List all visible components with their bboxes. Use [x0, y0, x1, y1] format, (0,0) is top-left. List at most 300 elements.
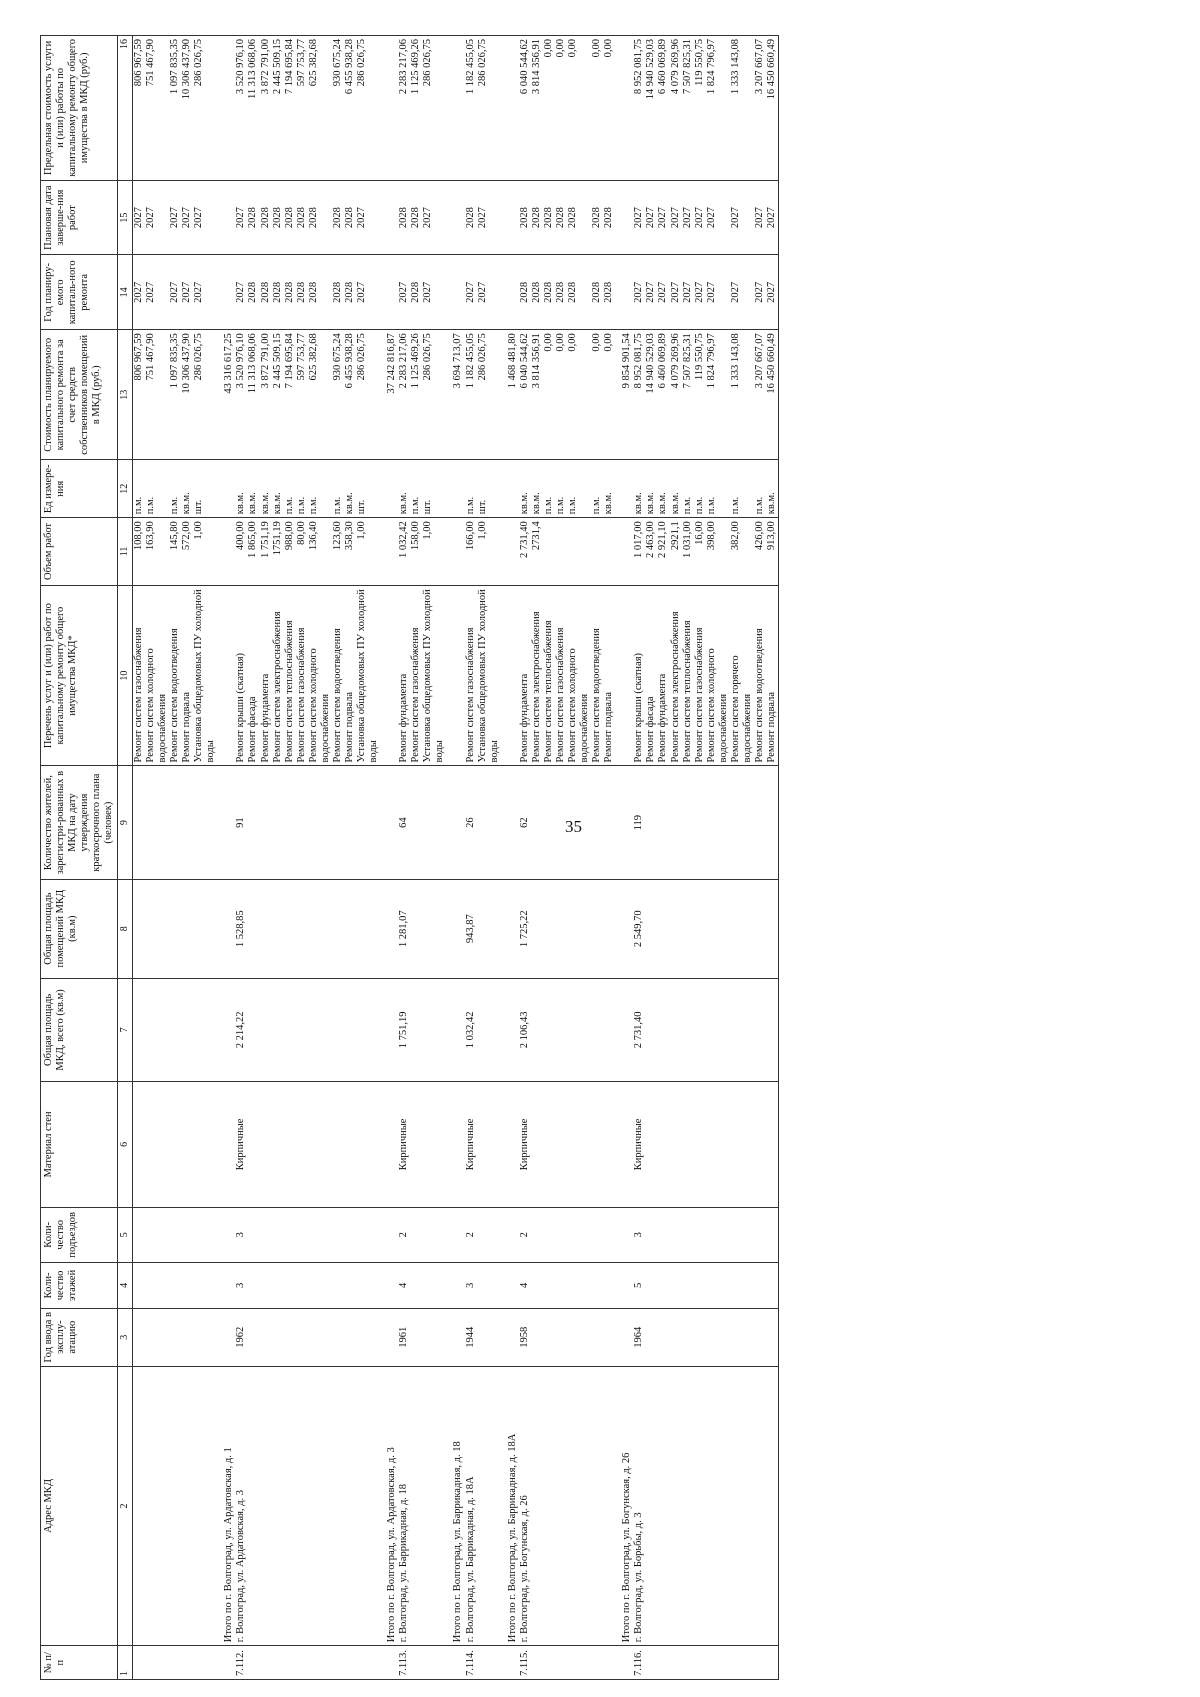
table-cell [422, 1646, 446, 1680]
work-row [645, 36, 657, 1680]
work-row [169, 36, 181, 1680]
table-cell [169, 1207, 181, 1262]
work-row [145, 36, 169, 1680]
table-cell [169, 1263, 181, 1309]
table-cell [247, 766, 259, 879]
table-cell: г. Волгоград, ул. Баррикадная, д. 18 [398, 1366, 410, 1646]
table-cell: 6 040 544,62 [519, 330, 531, 460]
table-cell: 4 [519, 1263, 531, 1309]
table-cell [380, 978, 398, 1082]
table-cell [603, 879, 615, 978]
table-cell: Ремонт систем газоснабжения [465, 585, 477, 766]
table-cell [591, 1207, 603, 1262]
table-cell: 625 382,68 [308, 330, 332, 460]
table-cell [766, 766, 779, 879]
table-cell: г. Волгоград, ул. Борьбы, д. 3 [633, 1366, 645, 1646]
table-cell: Ремонт систем водоотведения [591, 585, 603, 766]
table-cell [555, 1646, 567, 1680]
table-cell [380, 1646, 398, 1680]
table-cell: 14 940 529,03 [645, 36, 657, 181]
table-cell [501, 1207, 519, 1262]
page-number: 35 [565, 817, 582, 836]
table-cell: 1 725,22 [519, 879, 531, 978]
table-cell: 2027 [645, 255, 657, 330]
table-cell [603, 518, 615, 585]
table-cell: 2028 [531, 255, 543, 330]
table-cell: 0,00 [543, 36, 555, 181]
table-cell: 2 463,00 [645, 518, 657, 585]
column-number: 16 [118, 36, 133, 181]
table-cell: 286 026,75 [422, 330, 446, 460]
table-cell [501, 180, 519, 255]
table-cell: 286 026,75 [477, 36, 501, 181]
table-cell: 2028 [543, 180, 555, 255]
table-cell [410, 1646, 422, 1680]
table-cell [332, 1263, 344, 1309]
table-cell: 64 [398, 766, 410, 879]
table-cell [501, 879, 519, 978]
table-cell: 1 528,85 [235, 879, 247, 978]
work-row [706, 36, 730, 1680]
table-cell [543, 879, 555, 978]
table-cell [670, 1646, 682, 1680]
table-cell [730, 1263, 754, 1309]
table-body [132, 36, 778, 1680]
table-cell [145, 1308, 169, 1366]
table-cell: шт. [356, 460, 380, 518]
table-cell [501, 585, 519, 766]
table-cell [706, 879, 730, 978]
column-header: Общая площадь помещений МКД (кв.м) [41, 879, 118, 978]
table-cell: 2027 [682, 255, 694, 330]
table-cell [344, 1207, 356, 1262]
table-cell [754, 1207, 766, 1262]
table-cell [260, 1366, 272, 1646]
table-cell [567, 518, 591, 585]
table-cell: Итого по г. Волгоград, ул. Ардатовская, д. 1 [217, 1366, 235, 1646]
table-cell [591, 766, 603, 879]
table-cell: 2028 [531, 180, 543, 255]
table-cell [543, 1366, 555, 1646]
table-cell: 7 194 695,84 [284, 36, 296, 181]
table-cell [477, 1207, 501, 1262]
table-cell: 2027 [169, 180, 181, 255]
table-cell [730, 1207, 754, 1262]
table-cell: 3 207 667,07 [754, 330, 766, 460]
table-cell [706, 766, 730, 879]
table-cell [645, 1263, 657, 1309]
table-cell [645, 879, 657, 978]
table-cell [567, 1082, 591, 1207]
table-cell: п.м. [332, 460, 344, 518]
table-cell: 4 079 269,96 [670, 330, 682, 460]
table-cell [332, 1207, 344, 1262]
table-cell [694, 879, 706, 978]
table-cell [296, 1207, 308, 1262]
table-cell: 6 040 544,62 [519, 36, 531, 181]
table-cell [260, 1263, 272, 1309]
table-cell: 3 520 976,10 [235, 36, 247, 181]
table-cell: 2027 [633, 180, 645, 255]
table-cell: 43 316 617,25 [217, 330, 235, 460]
table-cell: п.м. [308, 460, 332, 518]
table-cell: 2 445 509,15 [272, 36, 284, 181]
table-cell: Ремонт систем холодного водоснабжения [706, 585, 730, 766]
table-cell [272, 978, 284, 1082]
work-row [567, 36, 591, 1680]
table-cell: 2028 [398, 180, 410, 255]
table-cell [410, 1207, 422, 1262]
table-cell: 3 814 356,91 [531, 36, 543, 181]
table-cell: Установка общедомовых ПУ холодной воды [356, 585, 380, 766]
work-row [682, 36, 694, 1680]
table-cell [501, 460, 519, 518]
table-cell [591, 978, 603, 1082]
table-cell: 2 [398, 1207, 410, 1262]
table-cell [754, 1082, 766, 1207]
table-cell [380, 1308, 398, 1366]
table-cell [645, 1646, 657, 1680]
table-cell [670, 879, 682, 978]
table-cell: 2 [465, 1207, 477, 1262]
table-cell [645, 1366, 657, 1646]
table-cell [567, 1366, 591, 1646]
table-cell [603, 978, 615, 1082]
table-cell: 6 455 938,28 [344, 36, 356, 181]
work-row [591, 36, 603, 1680]
table-cell [260, 1646, 272, 1680]
table-cell [730, 1082, 754, 1207]
table-cell: п.м. [284, 460, 296, 518]
table-cell: 2027 [706, 180, 730, 255]
table-cell: п.м. [754, 460, 766, 518]
table-cell [766, 879, 779, 978]
table-cell: Ремонт крыши (скатная) [633, 585, 645, 766]
table-cell [422, 1366, 446, 1646]
table-cell: Ремонт систем теплоснабжения [543, 585, 555, 766]
table-cell: 1 333 143,08 [730, 36, 754, 181]
table-cell [260, 1308, 272, 1366]
table-cell: кв.м. [645, 460, 657, 518]
table-cell [181, 1207, 193, 1262]
table-cell [591, 518, 603, 585]
table-cell [247, 1308, 259, 1366]
table-cell [657, 1263, 669, 1309]
column-header: Год планиру-емого капиталь-ного ремонта [41, 255, 118, 330]
table-cell [132, 978, 145, 1082]
table-cell [615, 518, 633, 585]
table-cell [694, 1082, 706, 1207]
table-cell: 2921,1 [670, 518, 682, 585]
table-cell: 751 467,90 [145, 330, 169, 460]
table-cell [260, 766, 272, 879]
table-cell [657, 766, 669, 879]
table-cell [356, 766, 380, 879]
table-cell [706, 1082, 730, 1207]
table-cell: 3 [633, 1207, 645, 1262]
table-cell [422, 1308, 446, 1366]
table-cell [615, 36, 633, 181]
table-cell: п.м. [591, 460, 603, 518]
table-cell: 2027 [145, 255, 169, 330]
table-cell [217, 180, 235, 255]
table-cell: п.м. [555, 460, 567, 518]
table-cell: 2 283 217,06 [398, 36, 410, 181]
table-cell [603, 1207, 615, 1262]
table-cell: 1,00 [193, 518, 217, 585]
table-cell: 166,00 [465, 518, 477, 585]
table-cell: 2028 [308, 255, 332, 330]
table-cell: 7 194 695,84 [284, 330, 296, 460]
work-row [477, 36, 501, 1680]
table-cell: Ремонт подвала [603, 585, 615, 766]
table-cell [615, 766, 633, 879]
column-header: Материал стен [41, 1082, 118, 1207]
table-cell [181, 1646, 193, 1680]
table-cell: Итого по г. Волгоград, ул. Баррикадная, д. 18 [446, 1366, 464, 1646]
table-cell [615, 460, 633, 518]
table-cell [657, 1366, 669, 1646]
table-cell [181, 879, 193, 978]
table-cell: 286 026,75 [193, 36, 217, 181]
table-cell [694, 766, 706, 879]
table-cell [145, 879, 169, 978]
table-cell: 286 026,75 [356, 36, 380, 181]
column-number: 14 [118, 255, 133, 330]
table-cell: 2027 [754, 255, 766, 330]
table-cell [754, 766, 766, 879]
table-cell: 943,87 [465, 879, 477, 978]
table-cell: Итого по г. Волгоград, ул. Баррикадная, д. 18А [501, 1366, 519, 1646]
table-cell: 2028 [296, 180, 308, 255]
table-cell [543, 1308, 555, 1366]
table-cell [615, 585, 633, 766]
table-cell [531, 1646, 543, 1680]
table-cell [501, 36, 519, 181]
table-cell: 930 675,24 [332, 36, 344, 181]
table-cell: 2028 [272, 255, 284, 330]
table-cell [670, 1263, 682, 1309]
column-number: 9 [118, 766, 133, 879]
table-cell [682, 879, 694, 978]
table-cell: Ремонт систем электроснабжения [670, 585, 682, 766]
table-cell: кв.м. [603, 460, 615, 518]
table-cell: Кирпичные [235, 1082, 247, 1207]
table-cell [477, 766, 501, 879]
table-cell [670, 1082, 682, 1207]
work-row [193, 36, 217, 1680]
table-cell: 7.112. [235, 1646, 247, 1680]
table-cell: 123,60 [332, 518, 344, 585]
table-cell [591, 1263, 603, 1309]
table-cell [422, 1263, 446, 1309]
table-cell [380, 460, 398, 518]
table-cell: кв.м. [235, 460, 247, 518]
table-cell: 806 967,59 [132, 330, 145, 460]
table-cell: 1 824 796,97 [706, 36, 730, 181]
rotated-table-container [40, 35, 1080, 1680]
table-cell: 1 125 469,26 [410, 330, 422, 460]
table-cell [555, 1082, 567, 1207]
work-row [132, 36, 145, 1680]
table-cell [217, 1646, 235, 1680]
table-cell: 2027 [477, 255, 501, 330]
table-cell: 913,00 [766, 518, 779, 585]
work-row [260, 36, 272, 1680]
table-cell [754, 978, 766, 1082]
table-cell [247, 1263, 259, 1309]
table-cell: 1 097 835,35 [169, 330, 181, 460]
table-cell: Ремонт фундамента [519, 585, 531, 766]
table-cell: кв.м. [519, 460, 531, 518]
column-number: 6 [118, 1082, 133, 1207]
table-cell: 136,40 [308, 518, 332, 585]
table-cell: Ремонт фундамента [657, 585, 669, 766]
table-cell [284, 766, 296, 879]
table-cell: 1 281,07 [398, 879, 410, 978]
table-cell [380, 36, 398, 181]
table-cell: 10 306 437,90 [181, 330, 193, 460]
table-cell: Ремонт систем холодного водоснабжения [567, 585, 591, 766]
table-cell: 2028 [260, 255, 272, 330]
column-number: 11 [118, 518, 133, 585]
table-cell: 2027 [754, 180, 766, 255]
table-cell [132, 766, 145, 879]
table-cell [531, 978, 543, 1082]
table-cell [193, 766, 217, 879]
table-cell: 597 753,77 [296, 330, 308, 460]
table-cell: Ремонт систем газоснабжения [132, 585, 145, 766]
table-cell: 2027 [730, 255, 754, 330]
table-cell: 1,00 [356, 518, 380, 585]
table-cell [308, 766, 332, 879]
table-cell [181, 766, 193, 879]
table-cell [543, 1263, 555, 1309]
table-cell: 286 026,75 [422, 36, 446, 181]
table-cell: Ремонт фасада [247, 585, 259, 766]
house-row [235, 36, 247, 1680]
table-cell: 2028 [284, 180, 296, 255]
table-cell [193, 1308, 217, 1366]
table-cell: 2028 [555, 255, 567, 330]
table-cell [145, 978, 169, 1082]
table-cell: 382,00 [730, 518, 754, 585]
table-cell: 2028 [308, 180, 332, 255]
table-cell: Ремонт фундамента [260, 585, 272, 766]
table-cell: Ремонт систем горячего водоснабжения [730, 585, 754, 766]
table-cell: 3 520 976,10 [235, 330, 247, 460]
table-cell: 0,00 [591, 36, 603, 181]
table-cell: 2027 [356, 255, 380, 330]
table-cell [567, 879, 591, 978]
work-row [754, 36, 766, 1680]
table-cell: 2028 [410, 255, 422, 330]
table-cell [217, 255, 235, 330]
table-cell [380, 1263, 398, 1309]
total-row [217, 36, 235, 1680]
table-cell: 3 [235, 1207, 247, 1262]
table-cell: п.м. [706, 460, 730, 518]
table-cell [217, 585, 235, 766]
house-row [465, 36, 477, 1680]
table-cell [132, 879, 145, 978]
table-cell [284, 1207, 296, 1262]
column-header: Общая площадь МКД, всего (кв.м) [41, 978, 118, 1082]
table-cell [380, 879, 398, 978]
table-cell [284, 978, 296, 1082]
table-cell: г. Волгоград, ул. Баррикадная, д. 18А [465, 1366, 477, 1646]
table-cell: 2027 [670, 255, 682, 330]
table-cell: 2027 [633, 255, 645, 330]
table-cell: Ремонт фасада [645, 585, 657, 766]
table-cell: 1 032,42 [398, 518, 410, 585]
table-cell: 2027 [169, 255, 181, 330]
table-cell: п.м. [730, 460, 754, 518]
table-cell: Установка общедомовых ПУ холодной воды [422, 585, 446, 766]
table-cell [169, 879, 181, 978]
table-cell: Кирпичные [633, 1082, 645, 1207]
table-cell [446, 1308, 464, 1366]
table-cell [682, 1646, 694, 1680]
table-cell: 4 079 269,96 [670, 36, 682, 181]
table-cell [730, 1308, 754, 1366]
total-row [615, 36, 633, 1680]
table-cell [296, 1263, 308, 1309]
table-cell [657, 1308, 669, 1366]
table-cell: 2027 [706, 255, 730, 330]
table-cell: 2028 [260, 180, 272, 255]
table-cell [344, 1646, 356, 1680]
table-cell [380, 180, 398, 255]
table-cell [446, 180, 464, 255]
house-row [519, 36, 531, 1680]
table-cell [284, 1082, 296, 1207]
table-cell: шт. [422, 460, 446, 518]
table-cell [555, 1263, 567, 1309]
table-cell [645, 1207, 657, 1262]
work-row [308, 36, 332, 1680]
table-cell: 3 207 667,07 [754, 36, 766, 181]
table-cell: 9 854 901,54 [615, 330, 633, 460]
table-cell: г. Волгоград, ул. Ардатовская, д. 3 [235, 1366, 247, 1646]
table-cell [477, 1263, 501, 1309]
table-cell [531, 766, 543, 879]
table-cell: 2028 [344, 255, 356, 330]
table-cell: 0,00 [543, 330, 555, 460]
column-number: 13 [118, 330, 133, 460]
table-cell [344, 766, 356, 879]
table-cell [169, 1082, 181, 1207]
column-number-row [118, 36, 133, 1680]
table-cell: Ремонт систем теплоснабжения [284, 585, 296, 766]
table-cell [543, 518, 555, 585]
table-cell [145, 1082, 169, 1207]
table-cell [422, 1207, 446, 1262]
work-row [555, 36, 567, 1680]
table-cell: 1 333 143,08 [730, 330, 754, 460]
table-cell [766, 1646, 779, 1680]
table-cell [272, 766, 284, 879]
table-cell [567, 1646, 591, 1680]
table-cell: 2028 [332, 255, 344, 330]
table-cell [766, 1366, 779, 1646]
table-cell: Ремонт систем электроснабжения [272, 585, 284, 766]
table-cell: 2028 [465, 180, 477, 255]
table-cell: п.м. [410, 460, 422, 518]
table-cell: 2027 [657, 180, 669, 255]
table-cell [645, 978, 657, 1082]
table-cell: 2027 [356, 180, 380, 255]
